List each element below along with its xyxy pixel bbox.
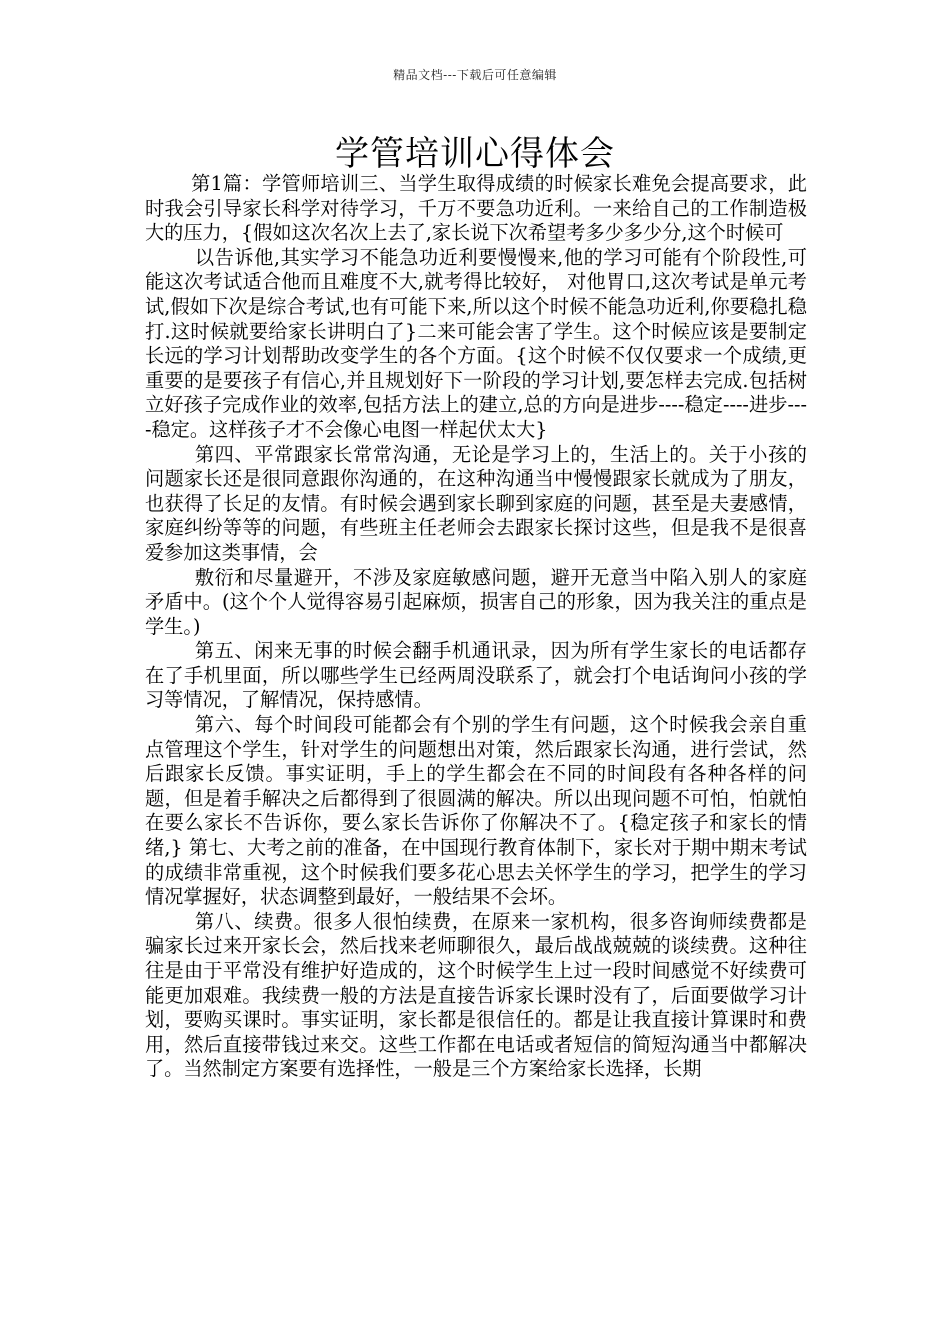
page-header-note: 精品文档---下载后可任意编辑 [393, 68, 557, 82]
paragraph: 第四、平常跟家长常常沟通，无论是学习上的，生活上的。关于小孩的问题家长还是很同意跟你沟通的，在这种沟通当中慢慢跟家长就成为了朋友，也获得了长足的友情。有时候会遇到家长聊到家庭的问题，甚至是夫妻感情，家庭纠纷等等的问题，有些班主任老师会去跟家长探讨这些，但是我不是很喜爱参加这类事情，会 [145, 442, 807, 564]
document-body [145, 172, 807, 1082]
paragraph: 敷衍和尽量避开，不涉及家庭敏感问题，避开无意当中陷入别人的家庭矛盾中。(这个个人觉得容易引起麻烦，损害自己的形象，因为我关注的重点是学生。) [145, 565, 807, 638]
document-title: 学管培训心得体会 [335, 134, 615, 174]
paragraph: 第五、闲来无事的时候会翻手机通讯录，因为所有学生家长的电话都存在了手机里面，所以哪些学生已经两周没联系了，就会打个电话询问小孩的学习等情况，了解情况，保持感情。 [145, 639, 807, 712]
paragraph: 第六、每个时间段可能都会有个别的学生有问题，这个时候我会亲自重点管理这个学生，针对学生的问题想出对策，然后跟家长沟通，进行尝试，然后跟家长反馈。事实证明，手上的学生都会在不同的时间段有各种各样的问题，但是着手解决之后都得到了很圆满的解决。所以出现问题不可怕，怕就怕在要么家长不告诉你，要么家长告诉你了你解决不了。{稳定孩子和家长的情绪,} 第七、大考之前的准备，在中国现行教育体制下，家长对于期中期末考试的成绩非常重视，这个时候我们要多花心思去关怀学生的学习，把学生的学习情况掌握好，状态调整到最好，一般结果不会坏。 [145, 713, 807, 909]
paragraph: 以告诉他,其实学习不能急功近利要慢慢来,他的学习可能有个阶段性,可能这次考试适合他而且难度不大,就考得比较好， 对他胃口,这次考试是单元考试,假如下次是综合考试,也有可能下来,所以这个时候不能急功近利,你要稳扎稳打.这时候就要给家长讲明白了}二来可能会害了学生。这个时候应该是要制定长远的学习计划帮助改变学生的各个方面。{这个时候不仅仅要求一个成绩,更重要的是要孩子有信心,并且规划好下一阶段的学习计划,要怎样去完成.包括树立好孩子完成作业的效率,包括方法上的建立,总的方向是进步----稳定----进步----稳定。这样孩子才不会像心电图一样起伏太大} [145, 245, 807, 441]
paragraph: 第八、续费。很多人很怕续费，在原来一家机构，很多咨询师续费都是骗家长过来开家长会，然后找来老师聊很久，最后战战兢兢的谈续费。这种往往是由于平常没有维护好造成的，这个时候学生上过一段时间感觉不好续费可能更加艰难。我续费一般的方法是直接告诉家长课时没有了，后面要做学习计划，要购买课时。事实证明，家长都是很信任的。都是让我直接计算课时和费用，然后直接带钱过来交。这些工作都在电话或者短信的简短沟通当中都解决了。当然制定方案要有选择性，一般是三个方案给家长选择，长期 [145, 909, 807, 1081]
paragraph: 第1篇：学管师培训三、当学生取得成绩的时候家长难免会提高要求，此时我会引导家长科学对待学习，千万不要急功近利。一来给自己的工作制造极大的压力，{假如这次名次上去了,家长说下次希望考多少多少分,这个时候可 [145, 172, 807, 245]
